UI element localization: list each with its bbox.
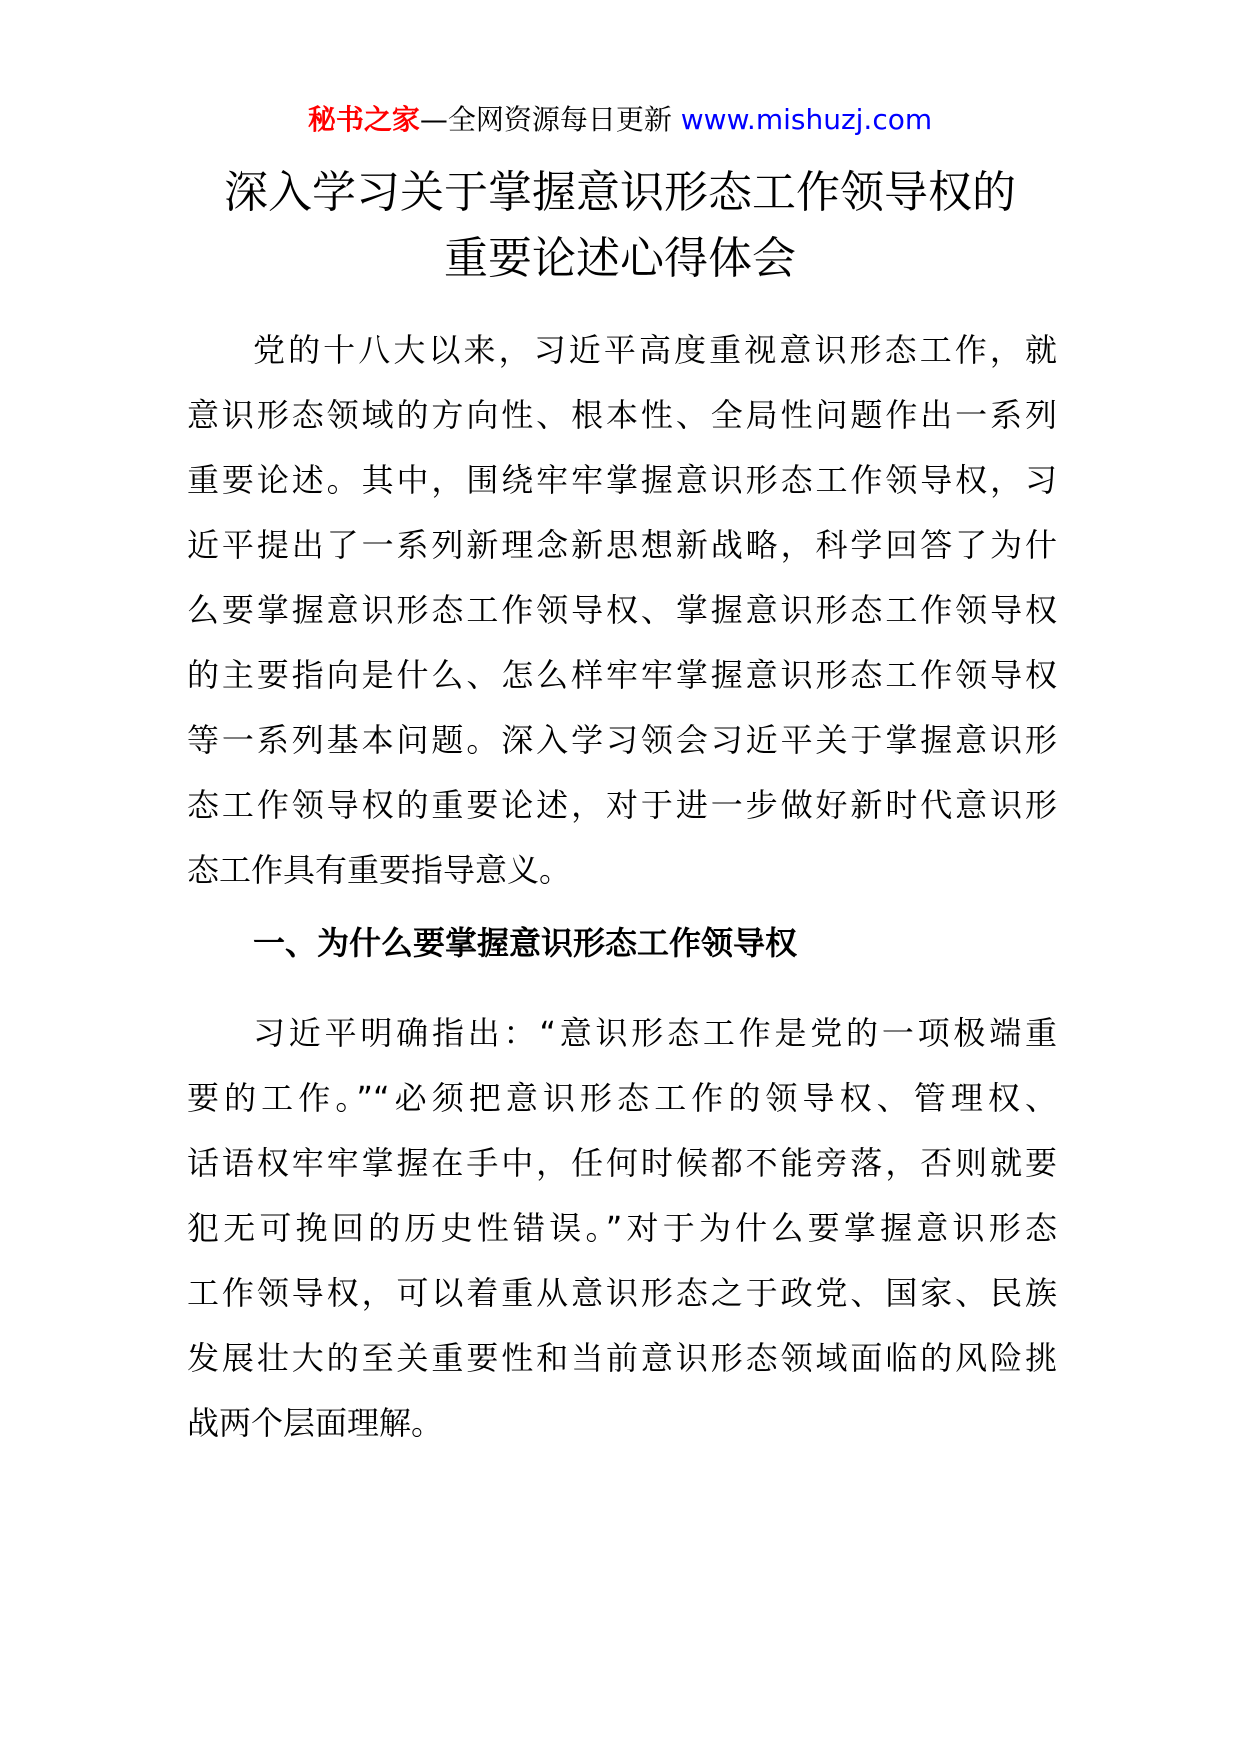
site-url-link[interactable]: www.mishuzj.com	[680, 103, 933, 136]
paragraph-line: 意识形态领域的方向性、根本性、全局性问题作出一系列	[187, 396, 1057, 434]
paragraph-line: 要的工作。”“必须把意识形态工作的领导权、管理权、	[187, 1079, 1057, 1117]
paragraph-line: 战两个层面理解。	[187, 1404, 444, 1442]
site-brand: 秘书之家	[307, 103, 420, 136]
paragraph-line: 话语权牢牢掌握在手中，任何时候都不能旁落，否则就要	[187, 1144, 1057, 1182]
title-line: 重要论述心得体会	[444, 233, 796, 284]
paragraph-line: 等一系列基本问题。深入学习领会习近平关于掌握意识形	[187, 721, 1057, 759]
paragraph-section1	[187, 1001, 1057, 1456]
paragraph-line: 习近平明确指出：“意识形态工作是党的一项极端重	[253, 1014, 1057, 1052]
site-header	[0, 100, 1240, 140]
document-title	[100, 160, 1140, 292]
title-line: 深入学习关于掌握意识形态工作领导权的	[224, 167, 1016, 218]
paragraph-line: 近平提出了一系列新理念新思想新战略，科学回答了为什	[187, 526, 1057, 564]
paragraph-line: 重要论述。其中，围绕牢牢掌握意识形态工作领导权，习	[187, 461, 1057, 499]
paragraph-line: 的主要指向是什么、怎么样牢牢掌握意识形态工作领导权	[187, 656, 1057, 694]
paragraph-line: 态工作领导权的重要论述，对于进一步做好新时代意识形	[187, 786, 1057, 824]
paragraph-line: 犯无可挽回的历史性错误。”对于为什么要掌握意识形态	[187, 1209, 1057, 1247]
paragraph-line: 党的十八大以来，习近平高度重视意识形态工作，就	[253, 331, 1057, 369]
paragraph-intro	[187, 318, 1057, 903]
paragraph-line: 态工作具有重要指导意义。	[187, 851, 572, 889]
paragraph-line: 么要掌握意识形态工作领导权、掌握意识形态工作领导权	[187, 591, 1057, 629]
site-slogan: —全网资源每日更新	[419, 103, 681, 136]
section-heading: 一、为什么要掌握意识形态工作领导权	[253, 924, 798, 962]
paragraph-line: 工作领导权，可以着重从意识形态之于政党、国家、民族	[187, 1274, 1057, 1312]
paragraph-line: 发展壮大的至关重要性和当前意识形态领域面临的风险挑	[187, 1339, 1057, 1377]
